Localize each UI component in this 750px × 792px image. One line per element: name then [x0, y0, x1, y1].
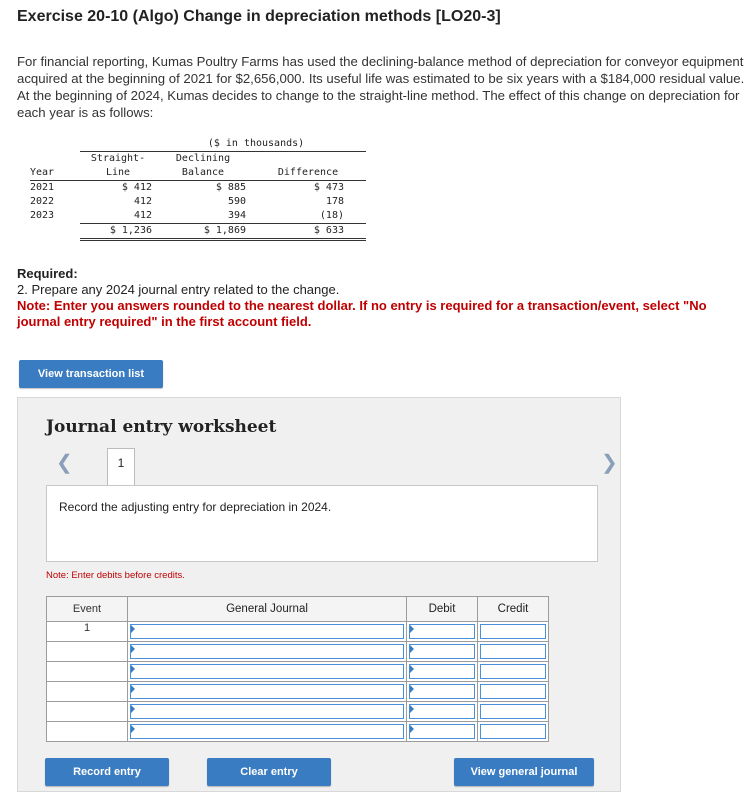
requirement-item: 2. Prepare any 2024 journal entry related to the change.: [17, 282, 340, 297]
dropdown-marker-icon: [410, 725, 414, 733]
journal-row: [47, 702, 549, 722]
col-event: Event: [47, 597, 128, 622]
worksheet-prompt: [46, 485, 598, 562]
unit-note: ($ in thousands): [80, 137, 366, 152]
debit-input[interactable]: [409, 664, 475, 679]
journal-row: [47, 662, 549, 682]
worksheet-title: Journal entry worksheet: [46, 417, 277, 437]
table-row: [30, 209, 366, 224]
prompt-text: Record the adjusting entry for depreciation in 2024.: [59, 500, 332, 514]
journal-row: [47, 642, 549, 662]
dropdown-marker-icon: [410, 705, 414, 713]
dropdown-marker-icon: [131, 725, 135, 733]
chevron-right-icon[interactable]: ❯: [601, 452, 618, 474]
journal-row: [47, 722, 549, 742]
db-cell: $ 885: [215, 182, 246, 193]
diff-cell: $ 473: [313, 182, 344, 193]
dropdown-marker-icon: [131, 665, 135, 673]
credit-input[interactable]: [480, 684, 546, 699]
debit-input[interactable]: [409, 644, 475, 659]
table-row: [30, 181, 366, 196]
diff-cell: 178: [325, 196, 344, 207]
view-general-journal-button[interactable]: View general journal: [454, 758, 594, 786]
journal-entry-worksheet: [17, 397, 621, 792]
col-general-journal: General Journal: [128, 597, 407, 622]
required-label: Required:: [17, 266, 78, 281]
dropdown-marker-icon: [131, 705, 135, 713]
sl-total: $ 1,236: [80, 224, 156, 240]
debit-input[interactable]: [409, 724, 475, 739]
dropdown-marker-icon: [410, 685, 414, 693]
account-select[interactable]: [130, 644, 404, 659]
journal-row: [47, 622, 549, 642]
view-transaction-list-button[interactable]: View transaction list: [19, 360, 163, 388]
dropdown-marker-icon: [410, 645, 414, 653]
year-cell: 2023: [30, 210, 55, 222]
sl-cell: 412: [80, 209, 156, 224]
dropdown-marker-icon: [131, 645, 135, 653]
dropdown-marker-icon: [131, 625, 135, 633]
account-select[interactable]: [130, 684, 404, 699]
debit-input[interactable]: [409, 684, 475, 699]
worksheet-tab-1[interactable]: 1: [107, 448, 135, 485]
requirement-note: Note: Enter you answers rounded to the nearest dollar. If no entry is required for a transaction/event, select "No journal entry required" in the first account field.: [17, 298, 707, 329]
requirements: [17, 266, 750, 330]
header-difference: Difference: [250, 166, 366, 181]
credit-input[interactable]: [480, 644, 546, 659]
dropdown-marker-icon: [410, 665, 414, 673]
credit-input[interactable]: [480, 704, 546, 719]
header-declining-1: Declining: [175, 153, 231, 164]
sl-cell: 412: [133, 196, 152, 207]
diff-cell: (18): [250, 209, 366, 224]
problem-description: For financial reporting, Kumas Poultry Farms has used the declining-balance method of depreciation for conveyor equipment acquired at the beginning of 2021 for $2,656,000. Its useful life was estimated to be six years with a $184,000 residual value. At the beginning of 2024, Kumas decides to change to the straight-line method. The effect of this change on depreciation for each year is as follows:: [17, 54, 745, 120]
record-entry-button[interactable]: Record entry: [45, 758, 169, 786]
account-select[interactable]: [130, 704, 404, 719]
debits-note: Note: Enter debits before credits.: [46, 570, 185, 581]
account-select[interactable]: [130, 664, 404, 679]
page-title: Exercise 20-10 (Algo) Change in depreciation methods [LO20-3]: [17, 8, 501, 25]
debit-input[interactable]: [409, 624, 475, 639]
account-select[interactable]: [130, 624, 404, 639]
header-straight-line-1: Straight-: [90, 153, 146, 164]
db-cell: 590: [227, 196, 246, 207]
header-declining-2: Balance: [156, 166, 250, 181]
dropdown-marker-icon: [131, 685, 135, 693]
credit-input[interactable]: [480, 664, 546, 679]
chevron-left-icon[interactable]: ❮: [56, 452, 73, 474]
credit-input[interactable]: [480, 724, 546, 739]
clear-entry-button[interactable]: Clear entry: [207, 758, 331, 786]
db-cell: 394: [156, 209, 250, 224]
header-year: Year: [30, 166, 80, 181]
dropdown-marker-icon: [410, 625, 414, 633]
credit-input[interactable]: [480, 624, 546, 639]
year-cell: 2021: [30, 182, 55, 193]
sl-cell: $ 412: [121, 182, 152, 193]
journal-row: [47, 682, 549, 702]
table-total-row: [30, 224, 366, 240]
col-credit: Credit: [478, 597, 549, 622]
account-select[interactable]: [130, 724, 404, 739]
diff-total: $ 633: [250, 224, 366, 240]
table-row: [30, 195, 366, 209]
db-total: $ 1,869: [156, 224, 250, 240]
journal-table: [46, 596, 549, 742]
depreciation-table: [30, 137, 366, 241]
event-cell: 1: [47, 622, 128, 642]
debit-input[interactable]: [409, 704, 475, 719]
header-straight-line-2: Line: [80, 166, 156, 181]
col-debit: Debit: [407, 597, 478, 622]
year-cell: 2022: [30, 196, 55, 207]
